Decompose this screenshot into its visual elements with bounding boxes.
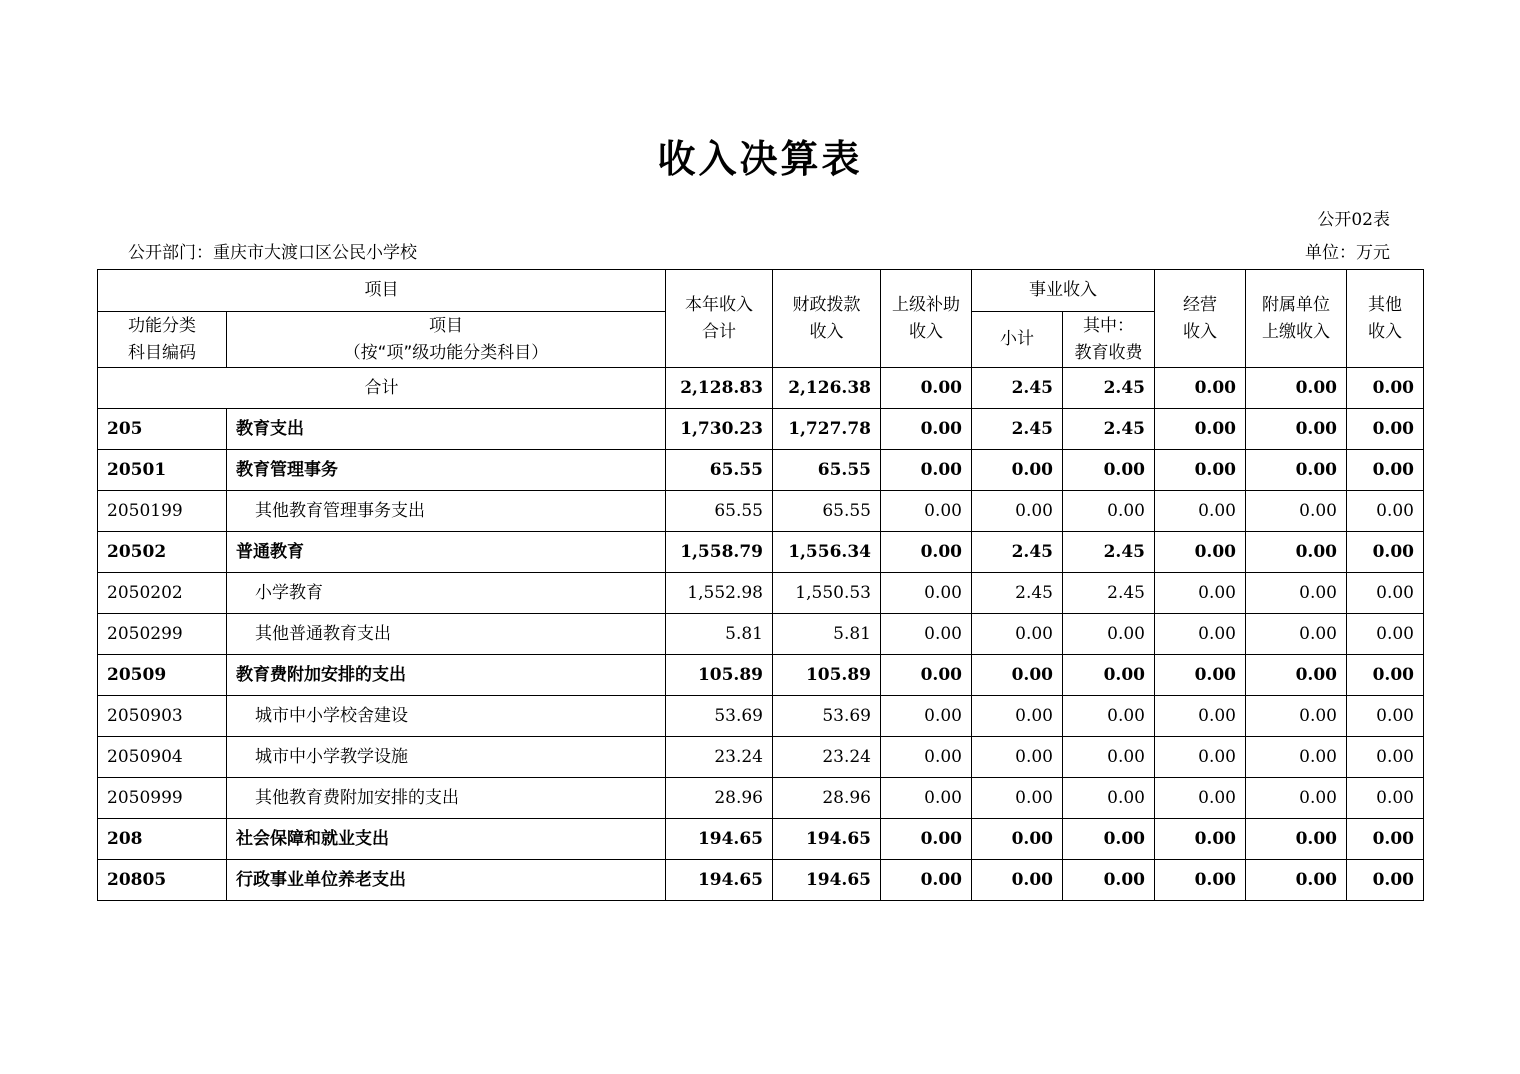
row-cell: 5.81: [773, 614, 881, 655]
row-cell: 0.00: [972, 696, 1063, 737]
row-name: 其他教育管理事务支出: [227, 491, 666, 532]
row-cell: 2.45: [1063, 409, 1155, 450]
row-cell: 1,727.78: [773, 409, 881, 450]
row-cell: 28.96: [773, 778, 881, 819]
row-name: 社会保障和就业支出: [227, 819, 666, 860]
row-cell: 0.00: [1347, 450, 1424, 491]
row-cell: 2.45: [972, 409, 1063, 450]
row-code: 208: [98, 819, 227, 860]
total-cell: 0.00: [881, 368, 972, 409]
row-cell: 0.00: [1063, 696, 1155, 737]
table-row: [98, 532, 1424, 573]
row-cell: 0.00: [1063, 778, 1155, 819]
row-code: 2050299: [98, 614, 227, 655]
row-cell: 0.00: [881, 450, 972, 491]
header-edu-fee: 其中： 教育收费: [1063, 312, 1155, 368]
row-cell: 0.00: [1246, 532, 1347, 573]
department-label: 公开部门：重庆市大渡口区公民小学校: [128, 243, 417, 263]
row-cell: 0.00: [1155, 819, 1246, 860]
total-cell: 0.00: [1246, 368, 1347, 409]
row-cell: 0.00: [1246, 737, 1347, 778]
row-cell: 0.00: [1155, 778, 1246, 819]
row-cell: 0.00: [881, 860, 972, 901]
row-code: 20509: [98, 655, 227, 696]
row-cell: 0.00: [881, 819, 972, 860]
row-code: 2050904: [98, 737, 227, 778]
row-cell: 2.45: [972, 532, 1063, 573]
row-cell: 1,558.79: [666, 532, 773, 573]
row-cell: 0.00: [1063, 819, 1155, 860]
header-total: 本年收入 合计: [666, 270, 773, 368]
row-name: 城市中小学教学设施: [227, 737, 666, 778]
row-cell: 1,556.34: [773, 532, 881, 573]
row-cell: 0.00: [1155, 409, 1246, 450]
row-name: 行政事业单位养老支出: [227, 860, 666, 901]
row-cell: 0.00: [1063, 860, 1155, 901]
row-cell: 0.00: [1246, 450, 1347, 491]
header-project: 项目: [98, 270, 666, 312]
row-cell: 0.00: [1063, 491, 1155, 532]
row-name: 教育管理事务: [227, 450, 666, 491]
header-affiliated: 附属单位 上缴收入: [1246, 270, 1347, 368]
row-cell: 0.00: [972, 737, 1063, 778]
row-cell: 0.00: [1155, 614, 1246, 655]
row-cell: 0.00: [972, 655, 1063, 696]
row-cell: 0.00: [1246, 409, 1347, 450]
row-code: 2050999: [98, 778, 227, 819]
row-cell: 105.89: [773, 655, 881, 696]
row-cell: 2.45: [972, 573, 1063, 614]
row-code: 2050903: [98, 696, 227, 737]
row-name: 教育支出: [227, 409, 666, 450]
row-cell: 0.00: [1063, 450, 1155, 491]
row-cell: 0.00: [1155, 737, 1246, 778]
total-cell: 2.45: [1063, 368, 1155, 409]
header-business: 事业收入: [972, 270, 1155, 312]
header-row-1: [98, 270, 1424, 312]
row-cell: 0.00: [972, 450, 1063, 491]
row-code: 205: [98, 409, 227, 450]
row-cell: 0.00: [1347, 491, 1424, 532]
income-table: [97, 269, 1424, 901]
row-code: 20502: [98, 532, 227, 573]
row-cell: 0.00: [1347, 409, 1424, 450]
row-cell: 0.00: [881, 655, 972, 696]
row-cell: 53.69: [666, 696, 773, 737]
row-cell: 0.00: [1246, 614, 1347, 655]
row-cell: 0.00: [1347, 778, 1424, 819]
row-name: 教育费附加安排的支出: [227, 655, 666, 696]
total-cell: 0.00: [1347, 368, 1424, 409]
row-cell: 0.00: [1155, 655, 1246, 696]
row-cell: 0.00: [1246, 860, 1347, 901]
table-row: [98, 819, 1424, 860]
row-cell: 53.69: [773, 696, 881, 737]
row-cell: 0.00: [1246, 491, 1347, 532]
table-row: [98, 737, 1424, 778]
table-row: [98, 573, 1424, 614]
row-cell: 0.00: [1246, 819, 1347, 860]
row-cell: 0.00: [972, 860, 1063, 901]
row-cell: 2.45: [1063, 532, 1155, 573]
total-label: 合计: [98, 368, 666, 409]
row-cell: 0.00: [1347, 737, 1424, 778]
row-code: 20805: [98, 860, 227, 901]
table-body: [98, 409, 1424, 901]
row-cell: 1,552.98: [666, 573, 773, 614]
row-cell: 105.89: [666, 655, 773, 696]
row-cell: 0.00: [1347, 573, 1424, 614]
row-name: 城市中小学校舍建设: [227, 696, 666, 737]
row-cell: 0.00: [1246, 655, 1347, 696]
row-cell: 0.00: [881, 614, 972, 655]
row-name: 其他教育费附加安排的支出: [227, 778, 666, 819]
row-cell: 23.24: [666, 737, 773, 778]
header-operating: 经营 收入: [1155, 270, 1246, 368]
row-cell: 0.00: [1063, 655, 1155, 696]
row-cell: 0.00: [972, 491, 1063, 532]
header-other: 其他 收入: [1347, 270, 1424, 368]
total-cell: 2,126.38: [773, 368, 881, 409]
row-cell: 0.00: [972, 614, 1063, 655]
row-cell: 0.00: [1347, 655, 1424, 696]
row-cell: 0.00: [881, 532, 972, 573]
header-func-code: 功能分类 科目编码: [98, 312, 227, 368]
row-cell: 0.00: [1155, 860, 1246, 901]
table-row: [98, 409, 1424, 450]
row-cell: 0.00: [1246, 573, 1347, 614]
header-sub-total: 小计: [972, 312, 1063, 368]
row-cell: 0.00: [1347, 614, 1424, 655]
row-cell: 0.00: [1246, 696, 1347, 737]
row-cell: 194.65: [666, 860, 773, 901]
row-cell: 0.00: [1155, 696, 1246, 737]
table-row: [98, 491, 1424, 532]
row-cell: 194.65: [666, 819, 773, 860]
row-cell: 0.00: [881, 737, 972, 778]
row-cell: 0.00: [972, 819, 1063, 860]
row-name: 普通教育: [227, 532, 666, 573]
row-cell: 2.45: [1063, 573, 1155, 614]
table-row: [98, 614, 1424, 655]
row-cell: 0.00: [1347, 819, 1424, 860]
row-cell: 0.00: [1246, 778, 1347, 819]
table-row: [98, 450, 1424, 491]
page-title: 收入决算表: [657, 137, 863, 181]
total-cell: 0.00: [1155, 368, 1246, 409]
header-fiscal: 财政拨款 收入: [773, 270, 881, 368]
row-cell: 0.00: [881, 573, 972, 614]
table-row: [98, 778, 1424, 819]
total-cell: 2.45: [972, 368, 1063, 409]
row-cell: 28.96: [666, 778, 773, 819]
total-cell: 2,128.83: [666, 368, 773, 409]
row-cell: 194.65: [773, 819, 881, 860]
row-cell: 0.00: [1155, 491, 1246, 532]
row-cell: 0.00: [881, 409, 972, 450]
row-cell: 0.00: [1063, 737, 1155, 778]
row-code: 20501: [98, 450, 227, 491]
table-row: [98, 655, 1424, 696]
unit-label: 单位：万元: [1305, 243, 1390, 263]
row-cell: 0.00: [881, 778, 972, 819]
row-cell: 65.55: [773, 450, 881, 491]
row-cell: 1,730.23: [666, 409, 773, 450]
row-cell: 65.55: [773, 491, 881, 532]
row-cell: 0.00: [881, 696, 972, 737]
row-cell: 0.00: [972, 778, 1063, 819]
header-func-name: 项目 （按“项”级功能分类科目）: [227, 312, 666, 368]
row-name: 小学教育: [227, 573, 666, 614]
table-number: 公开02表: [1317, 210, 1390, 230]
total-row: [98, 368, 1424, 409]
row-cell: 65.55: [666, 491, 773, 532]
row-cell: 0.00: [1347, 532, 1424, 573]
row-cell: 0.00: [1155, 573, 1246, 614]
row-cell: 0.00: [1347, 860, 1424, 901]
row-cell: 0.00: [881, 491, 972, 532]
row-cell: 194.65: [773, 860, 881, 901]
table-row: [98, 696, 1424, 737]
row-code: 2050202: [98, 573, 227, 614]
table-row: [98, 860, 1424, 901]
row-cell: 1,550.53: [773, 573, 881, 614]
row-cell: 5.81: [666, 614, 773, 655]
row-cell: 0.00: [1347, 696, 1424, 737]
row-code: 2050199: [98, 491, 227, 532]
row-cell: 0.00: [1155, 450, 1246, 491]
row-cell: 23.24: [773, 737, 881, 778]
row-cell: 65.55: [666, 450, 773, 491]
row-name: 其他普通教育支出: [227, 614, 666, 655]
row-cell: 0.00: [1063, 614, 1155, 655]
row-cell: 0.00: [1155, 532, 1246, 573]
header-superior: 上级补助 收入: [881, 270, 972, 368]
